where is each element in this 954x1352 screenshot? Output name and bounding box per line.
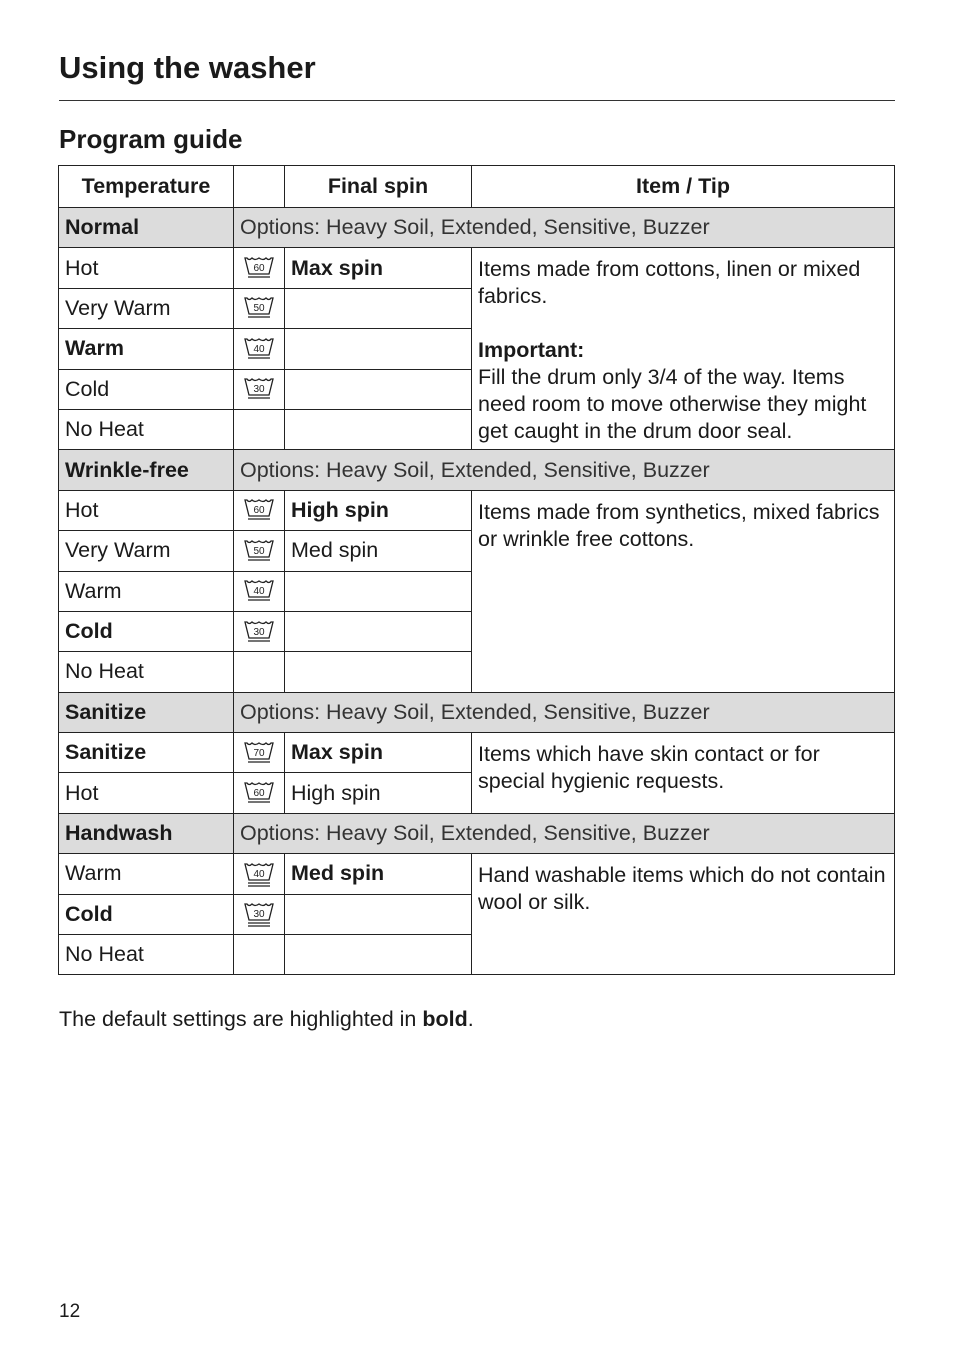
- final-spin-cell: Med spin: [285, 531, 472, 571]
- program-options: Options: Heavy Soil, Extended, Sensitive, Buzzer: [234, 450, 895, 490]
- wash-symbol-cell: [234, 894, 285, 934]
- header-final-spin: Final spin: [285, 166, 472, 208]
- final-spin-cell: High spin: [285, 773, 472, 813]
- header-temperature: Temperature: [59, 166, 234, 208]
- wash-symbol-cell: [234, 288, 285, 328]
- final-spin-cell: [285, 369, 472, 409]
- table-row: [59, 854, 895, 894]
- program-row-normal: [59, 208, 895, 248]
- final-spin-cell: [285, 571, 472, 611]
- program-options: Options: Heavy Soil, Extended, Sensitive, Buzzer: [234, 692, 895, 732]
- wash-tub-50-icon: [243, 294, 275, 322]
- program-row-wrinkle-free: [59, 450, 895, 490]
- temperature-cell: No Heat: [59, 409, 234, 449]
- final-spin-cell: [285, 935, 472, 975]
- wash-temperature-label: 30: [253, 909, 265, 921]
- wash-tub-40-icon: [243, 335, 275, 363]
- temperature-cell: Very Warm: [59, 531, 234, 571]
- table-row: [59, 490, 895, 530]
- wash-symbol-cell: [234, 854, 285, 894]
- footnote-text: The default settings are highlighted in: [59, 1007, 423, 1031]
- temperature-cell: Cold: [59, 369, 234, 409]
- wash-symbol-cell: [234, 531, 285, 571]
- program-name: Handwash: [59, 813, 234, 853]
- program-name: Sanitize: [59, 692, 234, 732]
- item-tip-cell: Hand washable items which do not contain wool or silk.: [472, 854, 895, 975]
- wash-temperature-label: 30: [253, 626, 265, 638]
- wash-symbol-cell: [234, 248, 285, 288]
- temperature-cell: Sanitize: [59, 733, 234, 773]
- wash-tub-40-icon: [243, 860, 275, 888]
- tip-text: Items made from cottons, linen or mixed fabrics.: [478, 257, 861, 309]
- wash-tub-70-icon: [243, 739, 275, 767]
- wash-tub-50-icon: [243, 537, 275, 565]
- wash-tub-40-icon: [243, 577, 275, 605]
- wash-temperature-label: 70: [253, 747, 265, 759]
- program-row-handwash: [59, 813, 895, 853]
- header-item-tip: Item / Tip: [472, 166, 895, 208]
- wash-temperature-label: 40: [253, 343, 265, 355]
- final-spin-cell: [285, 288, 472, 328]
- tip-important-label: Important:: [478, 338, 585, 363]
- wash-temperature-label: 50: [253, 545, 265, 557]
- header-symbol: [234, 166, 285, 208]
- temperature-cell: Warm: [59, 329, 234, 369]
- footnote: [59, 1007, 474, 1032]
- temperature-cell: Hot: [59, 248, 234, 288]
- title-divider: [59, 100, 895, 101]
- temperature-cell: Cold: [59, 894, 234, 934]
- wash-symbol-cell: [234, 409, 285, 449]
- tip-important-text: Fill the drum only 3/4 of the way. Items need room to move otherwise they might get caught in the drum door seal.: [478, 365, 867, 444]
- wash-symbol-cell: [234, 611, 285, 651]
- item-tip-cell: Items made from synthetics, mixed fabrics or wrinkle free cottons.: [472, 490, 895, 692]
- temperature-cell: Warm: [59, 571, 234, 611]
- wash-temperature-label: 60: [253, 788, 265, 800]
- wash-symbol-cell: [234, 571, 285, 611]
- item-tip-cell: [472, 248, 895, 450]
- wash-tub-60-icon: [243, 496, 275, 524]
- section-title: Program guide: [59, 124, 243, 154]
- program-name: Wrinkle-free: [59, 450, 234, 490]
- final-spin-cell: Max spin: [285, 733, 472, 773]
- temperature-cell: Hot: [59, 773, 234, 813]
- wash-tub-60-icon: [243, 779, 275, 807]
- page-title: Using the washer: [59, 50, 316, 85]
- table-row: [59, 733, 895, 773]
- table-row: [59, 248, 895, 288]
- wash-tub-30-icon: [243, 618, 275, 646]
- final-spin-cell: Max spin: [285, 248, 472, 288]
- wash-temperature-label: 40: [253, 868, 265, 880]
- page-number: 12: [59, 1301, 81, 1322]
- final-spin-cell: [285, 611, 472, 651]
- program-options: Options: Heavy Soil, Extended, Sensitive, Buzzer: [234, 813, 895, 853]
- temperature-cell: Very Warm: [59, 288, 234, 328]
- final-spin-cell: [285, 652, 472, 692]
- final-spin-cell: [285, 409, 472, 449]
- wash-symbol-cell: [234, 935, 285, 975]
- wash-symbol-cell: [234, 369, 285, 409]
- final-spin-cell: Med spin: [285, 854, 472, 894]
- program-guide-table: [58, 165, 895, 975]
- program-options: Options: Heavy Soil, Extended, Sensitive, Buzzer: [234, 208, 895, 248]
- temperature-cell: No Heat: [59, 935, 234, 975]
- final-spin-cell: [285, 894, 472, 934]
- temperature-cell: Warm: [59, 854, 234, 894]
- temperature-cell: Hot: [59, 490, 234, 530]
- final-spin-cell: [285, 329, 472, 369]
- footnote-period: .: [467, 1007, 474, 1031]
- footnote-bold-word: bold: [422, 1007, 468, 1031]
- item-tip-cell: Items which have skin contact or for special hygienic requests.: [472, 733, 895, 814]
- program-name: Normal: [59, 208, 234, 248]
- wash-temperature-label: 30: [253, 384, 265, 396]
- wash-symbol-cell: [234, 490, 285, 530]
- wash-tub-30-icon: [243, 900, 275, 928]
- final-spin-cell: High spin: [285, 490, 472, 530]
- temperature-cell: No Heat: [59, 652, 234, 692]
- wash-symbol-cell: [234, 652, 285, 692]
- wash-tub-60-icon: [243, 254, 275, 282]
- temperature-cell: Cold: [59, 611, 234, 651]
- wash-temperature-label: 60: [253, 263, 265, 275]
- wash-symbol-cell: [234, 329, 285, 369]
- wash-symbol-cell: [234, 733, 285, 773]
- program-row-sanitize: [59, 692, 895, 732]
- wash-temperature-label: 60: [253, 505, 265, 517]
- wash-tub-30-icon: [243, 375, 275, 403]
- wash-symbol-cell: [234, 773, 285, 813]
- table-header-row: [59, 166, 895, 208]
- wash-temperature-label: 40: [253, 586, 265, 598]
- wash-temperature-label: 50: [253, 303, 265, 315]
